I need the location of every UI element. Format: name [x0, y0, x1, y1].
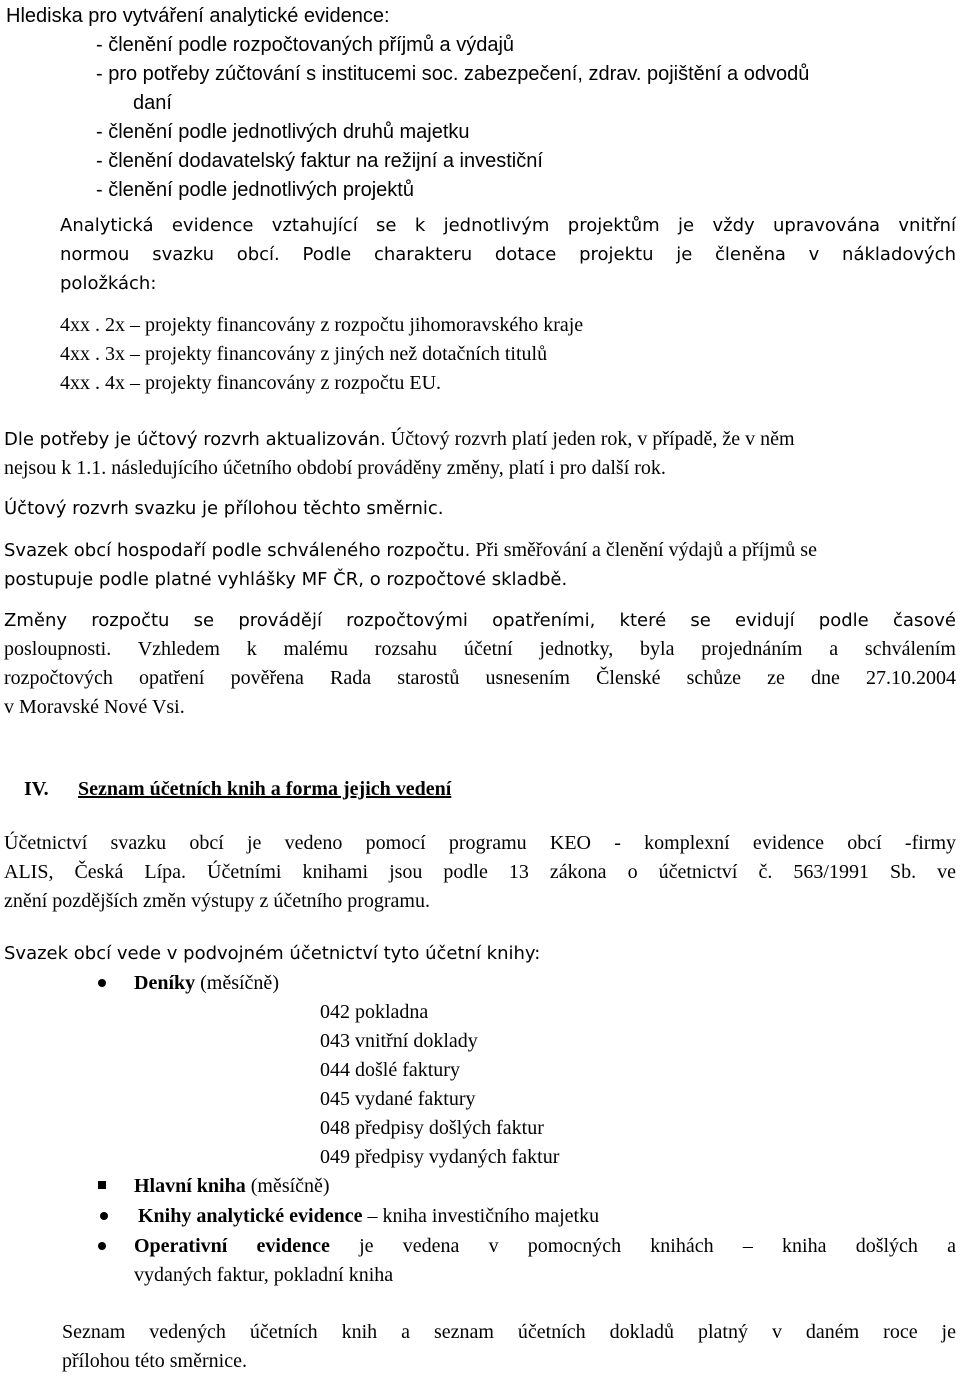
budget-line: [4, 538, 817, 563]
journal-item: 044 došlé faktury: [320, 1059, 460, 1081]
changes-line: rozpočtových opatření pověřena Rada starostů usnesením Členské schůze ze dne 27.10.2004: [4, 667, 956, 689]
chart-of-accounts-text: Účtový rozvrh platí jeden rok, v případě, že v něm: [390, 428, 795, 450]
chart-of-accounts-line: nejsou k 1.1. následujícího účetního období prováděny změny, platí i pro další rok.: [4, 457, 666, 479]
software-line: Účetnictví svazku obcí je vedeno pomocí programu KEO - komplexní evidence obcí -firmy: [4, 832, 956, 854]
book-name: Hlavní kniha: [134, 1175, 246, 1197]
book-frequency: (měsíčně): [195, 972, 279, 994]
account-line: 4xx . 3x – projekty financovány z jiných než dotačních titulů: [60, 343, 548, 365]
bullet-icon: [98, 979, 106, 987]
analytics-paragraph-line: položkách:: [60, 273, 157, 294]
journal-item: 045 vydané faktury: [320, 1088, 476, 1110]
book-deniky: [134, 971, 279, 995]
account-line: 4xx . 4x – projekty financovány z rozpočtu EU.: [60, 372, 442, 394]
dash-item: - členění podle jednotlivých projektů: [96, 179, 414, 201]
section-number: IV.: [24, 778, 49, 800]
book-name: Knihy analytické evidence: [138, 1205, 363, 1227]
square-bullet-icon: [98, 1181, 106, 1189]
analytics-paragraph-line: Analytická evidence vztahující se k jednotlivým projektům je vždy upravována vnitřní: [60, 215, 956, 236]
journal-item: 042 pokladna: [320, 1001, 429, 1023]
journal-item: 049 předpisy vydaných faktur: [320, 1146, 560, 1168]
changes-line: posloupnosti. Vzhledem k malému rozsahu účetní jednotky, byla projednáním a schválením: [4, 638, 956, 660]
books-intro: Svazek obcí vede v podvojném účetnictví tyto účetní knihy:: [4, 943, 541, 964]
chart-of-accounts-appendix: Účtový rozvrh svazku je přílohou těchto směrnic.: [4, 498, 444, 519]
dash-item: - členění dodavatelský faktur na režijní a investiční: [96, 150, 543, 172]
account-line: 4xx . 2x – projekty financovány z rozpočtu jihomoravského kraje: [60, 314, 584, 336]
book-operativni: [134, 1234, 956, 1258]
journal-item: 043 vnitřní doklady: [320, 1030, 478, 1052]
book-analyticke: [138, 1204, 599, 1228]
budget-line: [4, 567, 567, 592]
dash-item: - členění podle jednotlivých druhů majetku: [96, 121, 470, 143]
analytics-paragraph-line: normou svazku obcí. Podle charakteru dotace projektu je členěna v nákladových: [60, 244, 956, 265]
software-line: znění pozdějších změn výstupy z účetního programu.: [4, 890, 430, 912]
book-description: je vedena v pomocných knihách – kniha došlých a: [329, 1235, 956, 1257]
changes-line: [4, 608, 956, 633]
bullet-icon: [100, 1212, 108, 1220]
dash-item: - pro potřeby zúčtování s institucemi soc. zabezpečení, zdrav. pojištění a odvodů: [96, 63, 810, 85]
dash-item-continuation: daní: [133, 92, 172, 114]
budget-text: postupuje podle platné vyhlášky MF ČR, o rozpočtové skladbě.: [4, 569, 568, 590]
chart-of-accounts-line: [4, 427, 795, 452]
book-name: Operativní evidence: [134, 1235, 330, 1257]
book-operativni-continuation: vydaných faktur, pokladní kniha: [134, 1264, 394, 1286]
section-title: Seznam účetních knih a forma jejich vedení: [78, 778, 452, 800]
book-hlavni: [134, 1174, 330, 1198]
budget-text: Svazek obcí hospodaří podle schváleného rozpočtu.: [4, 540, 471, 561]
closing-line: přílohou této směrnice.: [62, 1350, 247, 1372]
book-description: – kniha investičního majetku: [362, 1205, 600, 1227]
dash-item: - členění podle rozpočtovaných příjmů a výdajů: [96, 34, 515, 56]
intro-heading: Hlediska pro vytváření analytické evidence:: [6, 5, 390, 27]
bullet-icon: [98, 1242, 106, 1250]
chart-of-accounts-text: Dle potřeby je účtový rozvrh aktualizován.: [4, 429, 386, 450]
changes-line: v Moravské Nové Vsi.: [4, 696, 185, 718]
budget-text: Při směřování a členění výdajů a příjmů se: [475, 539, 817, 561]
journal-item: 048 předpisy došlých faktur: [320, 1117, 544, 1139]
closing-line: Seznam vedených účetních knih a seznam účetních dokladů platný v daném roce je: [62, 1321, 956, 1343]
software-line: ALIS, Česká Lípa. Účetními knihami jsou podle 13 zákona o účetnictví č. 563/1991 Sb. ve: [4, 861, 956, 883]
changes-text: Změny rozpočtu se provádějí rozpočtovými opatřeními, které se evidují podle časové: [4, 610, 956, 631]
book-name: Deníky: [134, 972, 196, 994]
book-frequency: (měsíčně): [245, 1175, 330, 1197]
